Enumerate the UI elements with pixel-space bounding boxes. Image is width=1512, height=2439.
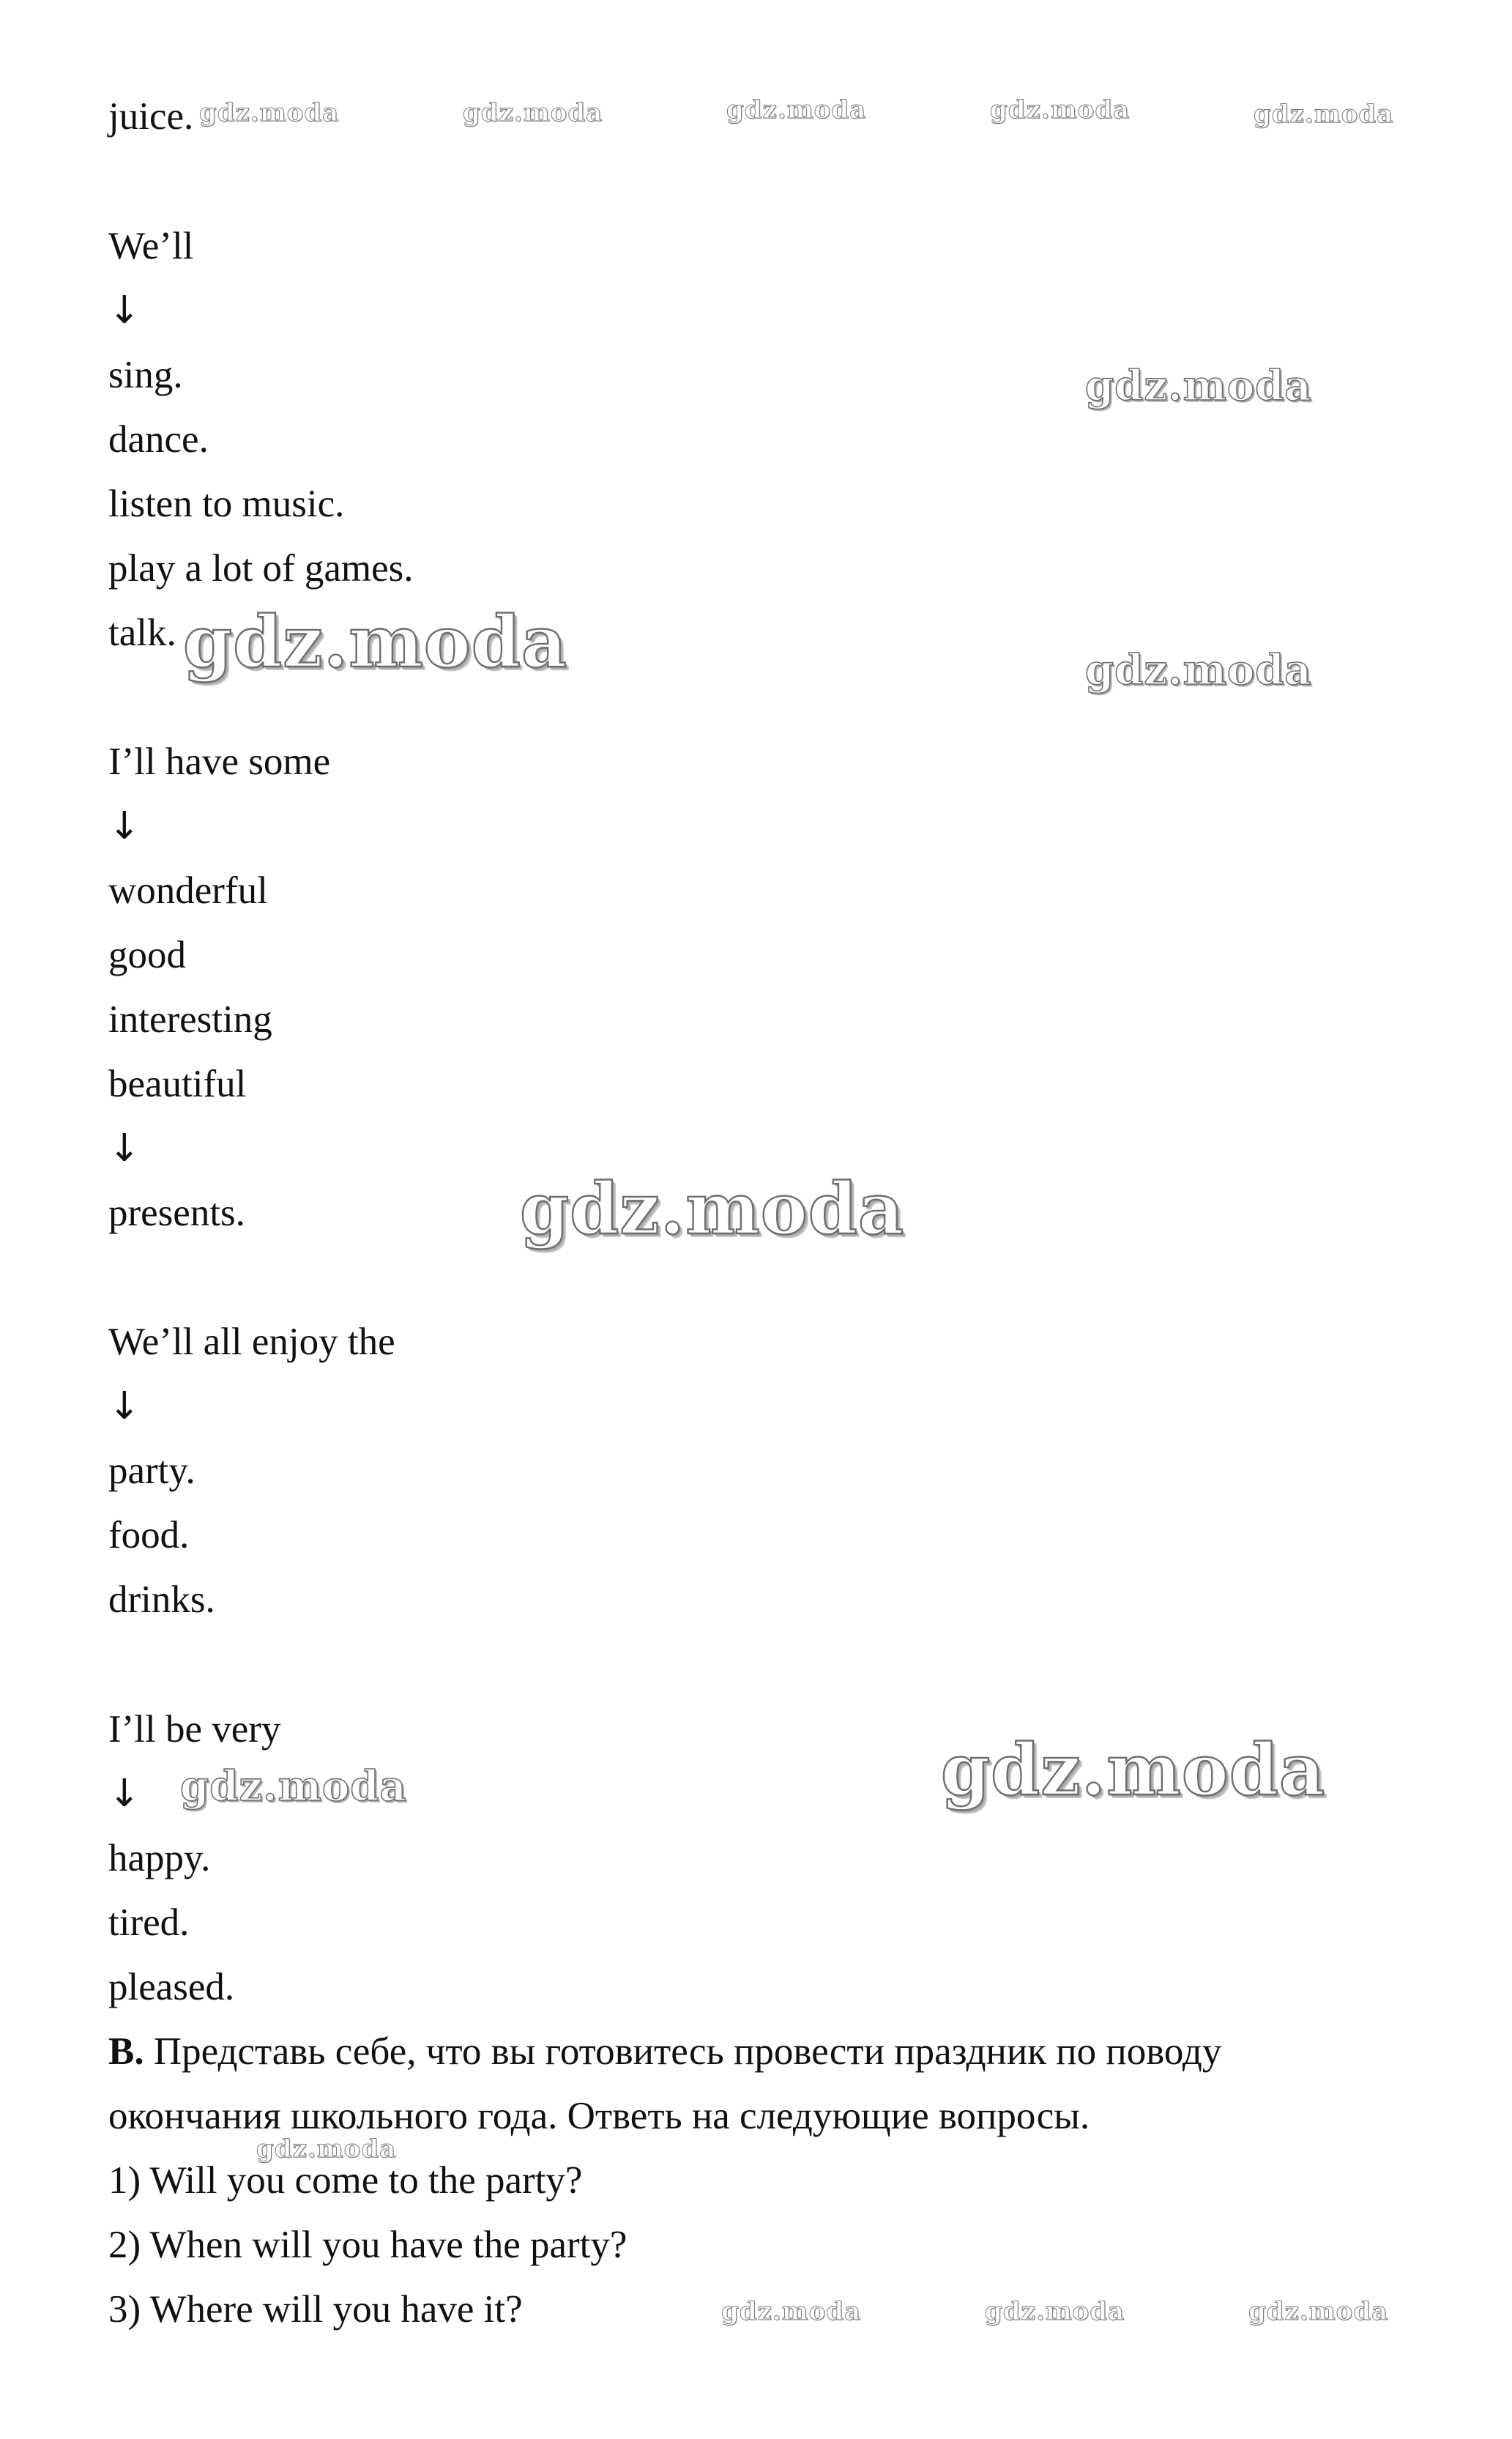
- text-line-wonderful: wonderful: [108, 869, 268, 912]
- task-b-heading: [108, 2029, 1221, 2074]
- text-line-happy: happy.: [108, 1837, 211, 1879]
- watermark: gdz.moda: [1085, 362, 1312, 410]
- text-line-drinks: drinks.: [108, 1578, 215, 1621]
- question-1: 1) Will you come to the party?: [108, 2159, 583, 2202]
- text-line-presents: presents.: [108, 1192, 245, 1234]
- watermark: gdz.moda: [721, 2297, 862, 2326]
- watermark: gdz.moda: [985, 2297, 1125, 2326]
- text-line-well: We’ll: [108, 225, 194, 267]
- text-line-juice: juice.: [108, 95, 194, 138]
- text-line-talk: talk.: [108, 612, 176, 654]
- watermark: gdz.moda: [183, 601, 568, 683]
- task-b-text: Представь себе, что вы готовитесь провести праздник по поводу: [153, 2030, 1222, 2073]
- watermark: gdz.moda: [1248, 2297, 1389, 2326]
- question-2: 2) When will you have the party?: [108, 2224, 627, 2266]
- watermark: gdz.moda: [199, 98, 340, 127]
- text-line-play: play a lot of games.: [108, 547, 414, 590]
- text-line-pleased: pleased.: [108, 1966, 235, 2008]
- text-line-listen: listen to music.: [108, 483, 345, 525]
- text-line-interesting: interesting: [108, 998, 272, 1041]
- watermark: gdz.moda: [990, 95, 1131, 125]
- down-arrow-icon: ↓: [108, 289, 141, 333]
- watermark: gdz.moda: [520, 1167, 905, 1250]
- watermark: gdz.moda: [1254, 100, 1394, 129]
- down-arrow-icon: ↓: [108, 804, 141, 848]
- watermark: gdz.moda: [726, 95, 867, 125]
- text-line-good: good: [108, 934, 186, 976]
- watermark: gdz.moda: [941, 1729, 1326, 1811]
- down-arrow-icon: ↓: [108, 1772, 141, 1816]
- down-arrow-icon: ↓: [108, 1126, 141, 1170]
- text-line-have-some: I’ll have some: [108, 740, 331, 783]
- task-b-text-line2: окончания школьного года. Ответь на следующие вопросы.: [108, 2095, 1090, 2137]
- question-3: 3) Where will you have it?: [108, 2288, 523, 2331]
- text-line-beautiful: beautiful: [108, 1063, 247, 1105]
- text-line-dance: dance.: [108, 418, 209, 461]
- text-line-be-very: I’ll be very: [108, 1708, 281, 1751]
- task-b-label: B.: [108, 2030, 144, 2073]
- text-line-sing: sing.: [108, 354, 183, 396]
- watermark: gdz.moda: [1085, 646, 1312, 694]
- watermark: gdz.moda: [256, 2134, 397, 2164]
- watermark: gdz.moda: [463, 98, 603, 127]
- text-line-tired: tired.: [108, 1901, 190, 1944]
- watermark: gdz.moda: [180, 1762, 407, 1811]
- text-line-enjoy: We’ll all enjoy the: [108, 1321, 395, 1363]
- down-arrow-icon: ↓: [108, 1384, 141, 1428]
- text-line-food: food.: [108, 1514, 190, 1556]
- text-line-party: party.: [108, 1449, 195, 1492]
